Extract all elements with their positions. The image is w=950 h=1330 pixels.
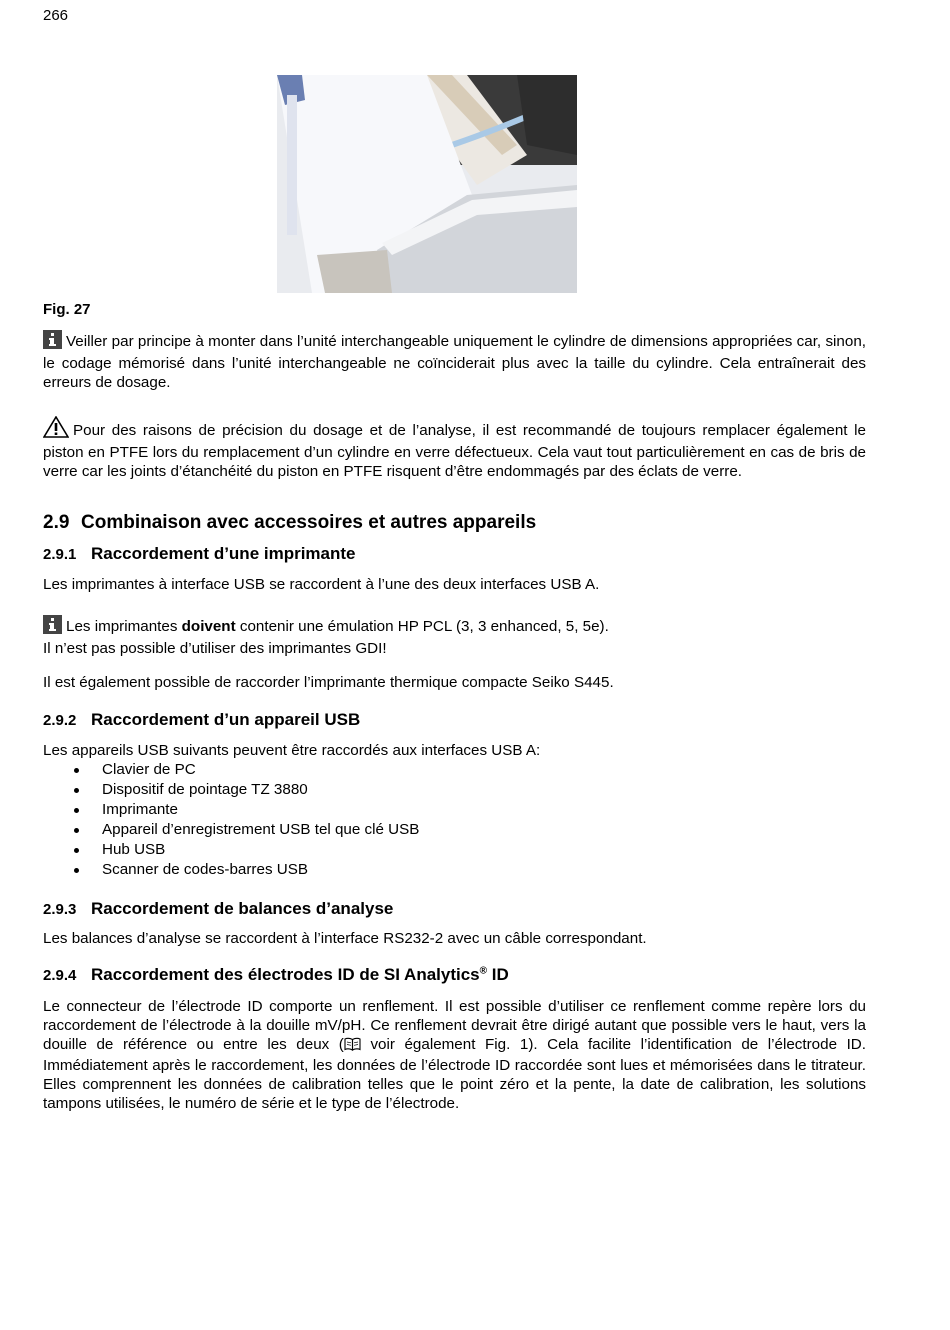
list-item: Imprimante (43, 800, 419, 820)
section-2-9-3-heading (43, 899, 393, 919)
usb-devices-intro: Les appareils USB suivants peuvent être raccordés aux interfaces USB A: (43, 742, 541, 759)
printer-interface-text: Les imprimantes à interface USB se raccordent à l’une des deux interfaces USB A. (43, 576, 600, 593)
registered-mark: ® (479, 965, 488, 977)
list-item: Scanner de codes-barres USB (43, 860, 419, 880)
section-2-9-title: Combinaison avec accessoires et autres appareils (81, 512, 537, 533)
balance-connection-text: Les balances d’analyse se raccordent à l’interface RS232-2 avec un câble correspondant. (43, 930, 647, 947)
section-2-9-3-title: Raccordement de balances d’analyse (91, 899, 394, 918)
id-electrode-text-part2: voir également Fig. 1). Cela facilite l’identification de l’électrode ID. Immédiatement après le raccordement, les données de l’électrode ID raccordée sont lues et mémorisées dans le titrateur. Elles comprennent les données de calibration telles que le point zéro et la pente, la date de calibration, les solutions tampons utilisées, le numéro de série et le type de l’électrode. (43, 1036, 866, 1112)
figure-caption: Fig. 27 (43, 301, 91, 318)
section-2-9-4-heading (43, 965, 509, 985)
printer-note-bold: doivent (181, 618, 236, 635)
warning-note-piston (43, 416, 866, 481)
printer-note-before: Les imprimantes (66, 618, 182, 635)
book-icon (344, 1037, 361, 1056)
list-item: Clavier de PC (43, 760, 419, 780)
seiko-printer-text: Il est également possible de raccorder l’imprimante thermique compacte Seiko S445. (43, 674, 614, 691)
section-2-9-3-number: 2.9.3 (43, 901, 77, 918)
info-note-cylinder-text: Veiller par principe à monter dans l’unité interchangeable uniquement le cylindre de dimensions appropriées car, sinon, le codage mémorisé dans l’unité interchangeable ne coïnciderait plus avec la taille du cylindre. Cela entraînerait des erreurs de dosage. (43, 333, 866, 391)
list-item: Hub USB (43, 840, 419, 860)
info-icon (43, 615, 62, 639)
list-item: Appareil d’enregistrement USB tel que clé USB (43, 820, 419, 840)
section-2-9-heading (43, 512, 536, 534)
usb-devices-list (43, 760, 419, 880)
section-2-9-4-title: Raccordement des électrodes ID de SI Analytics (91, 965, 480, 984)
warning-icon (43, 416, 69, 443)
page-number: 266 (43, 7, 69, 24)
id-electrode-text (43, 997, 866, 1113)
section-2-9-2-title: Raccordement d’un appareil USB (91, 710, 361, 729)
info-icon (43, 330, 62, 354)
section-2-9-number: 2.9 (43, 512, 70, 533)
section-2-9-4-number: 2.9.4 (43, 967, 77, 984)
printer-note-after: contenir une émulation HP PCL (3, 3 enhanced, 5, 5e). (235, 618, 609, 635)
printer-emulation-note (43, 615, 866, 658)
section-2-9-1-number: 2.9.1 (43, 546, 77, 563)
section-2-9-2-heading (43, 710, 360, 730)
figure-photo (277, 75, 577, 293)
info-note-cylinder (43, 330, 866, 392)
section-2-9-1-title: Raccordement d’une imprimante (91, 544, 356, 563)
id-electrode-text-part1: Le connecteur de l’électrode ID comporte un renflement. Il est possible d’utiliser ce renflement comme repère lors du raccordement de l’électrode à la douille mV/pH. Ce renflement devrait être dirigé autant que possible vers le haut, vers la douille de référence ou entre les deux ( (43, 998, 866, 1053)
warning-note-text: Pour des raisons de précision du dosage et de l’analyse, il est recommandé de toujours remplacer également le piston en PTFE lors du remplacement d’un cylindre en verre défectueux. Cela vaut tout particulièrement en cas de bris de verre car les joints d’étanchéité du piston en PTFE risquent d’être endommagés par des éclats de verre. (43, 422, 866, 480)
section-2-9-4-title-suffix: ID (487, 965, 509, 984)
device-photo-illustration (277, 75, 577, 293)
section-2-9-1-heading (43, 544, 356, 564)
printer-gdi-note: Il n’est pas possible d’utiliser des imprimantes GDI! (43, 640, 387, 657)
list-item: Dispositif de pointage TZ 3880 (43, 780, 419, 800)
section-2-9-2-number: 2.9.2 (43, 712, 77, 729)
